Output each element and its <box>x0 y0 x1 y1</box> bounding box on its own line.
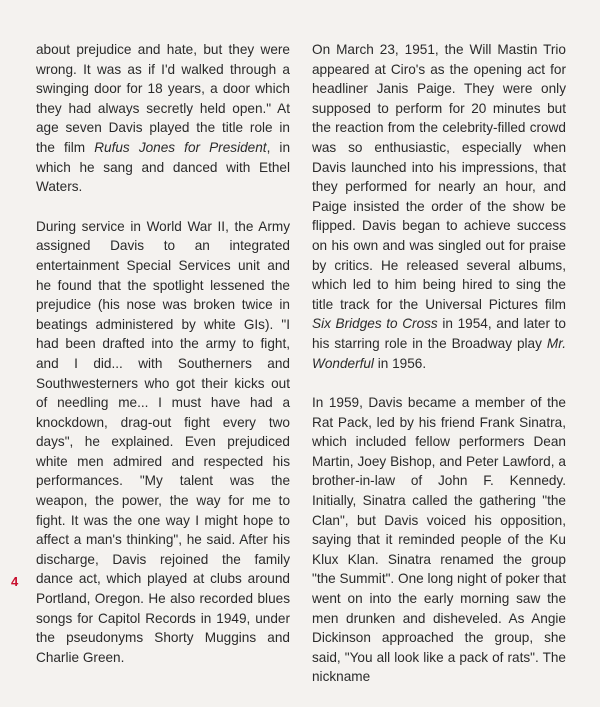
page-number: 4 <box>11 574 19 589</box>
play-title: Mr. Wonderful <box>312 335 566 371</box>
text-run: In 1959, Davis became a member of the Rat Pack, led by his friend Frank Sinatra, which included fellow performers Dean Martin, Joey Bishop, and Peter Lawford, a brother-in-law of John F. Kennedy. Initially, Sinatra called the gathering "the Clan", but Davis voiced his opposition, saying that it reminded people of the Ku Klux Klan. Sinatra renamed the group "the Summit". One long night of poker that went on into the early morning saw the men drunken and disheveled. As Angie Dickinson approached the group, she said, "You all look like a pack of rats". The nickname <box>312 395 566 685</box>
paragraph <box>312 40 566 373</box>
text-run: in 1956. <box>373 355 427 371</box>
text-run: On March 23, 1951, the Will Mastin Trio appeared at Ciro's as the opening act for headliner Janis Paige. They were only supposed to perform for 20 minutes but the reaction from the celebrity-filled crowd was so enthusiastic, especially when Davis launched into his impressions, that they performed for nearly an hour, and Paige insisted the order of the show be flipped. Davis began to achieve success on his own and was singled out for praise by critics. He released several albums, which led to him being hired to sing the title track for the Universal Pictures film <box>312 42 566 312</box>
paragraph <box>36 40 290 197</box>
film-title: Six Bridges to Cross <box>312 316 438 332</box>
text-run: in 1954, and later to his starring role in the Broadway play <box>312 316 566 351</box>
text-run: about prejudice and hate, but they were wrong. It was as if I'd walked through a swinging door for 18 years, a door which they had always secretly held open." At age seven Davis played the title role in the film <box>36 42 290 155</box>
film-title: Rufus Jones for President <box>94 139 267 155</box>
paragraph <box>312 393 566 687</box>
text-run: , in which he sang and danced with Ethel Waters. <box>36 139 291 195</box>
text-run: During service in World War II, the Army assigned Davis to an integrated entertainment Special Services unit and he found that the spotlight lessened the prejudice (his nose was broken twice in beatings administered by white GIs). "I had been drafted into the army to fight, and I did... with Southerners and Southwesterners who got their kicks out of needling me... I must have had a knockdown, drag-out fight every two days", he explained. Even prejudiced white men admired and respected his performances. "My talent was the weapon, the power, the way for me to fight. It was the one way I might hope to affect a man's thinking", he said. After his discharge, Davis rejoined the family dance act, which played at clubs around Portland, Oregon. He also recorded blues songs for Capitol Records in 1949, under the pseudonyms Shorty Muggins and Charlie Green. <box>36 218 290 665</box>
right-text-column <box>312 40 566 707</box>
left-text-column <box>36 40 290 687</box>
